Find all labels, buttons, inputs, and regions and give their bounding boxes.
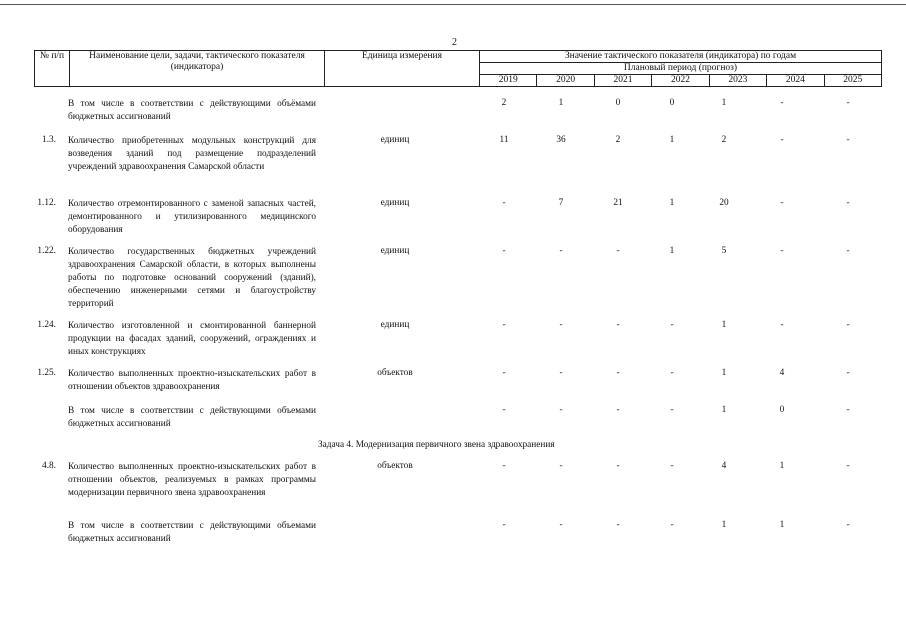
row-value: 1: [779, 461, 785, 471]
row-number: 1.12.: [37, 198, 56, 208]
row-unit: единиц: [380, 135, 410, 145]
row-value: 2: [615, 135, 621, 145]
row-value: -: [846, 98, 850, 108]
row-value: 7: [558, 198, 564, 208]
row-value: -: [502, 320, 506, 330]
row-value: -: [670, 405, 674, 415]
row-value: -: [502, 368, 506, 378]
row-unit: единиц: [380, 246, 410, 256]
row-number: 1.25.: [37, 368, 56, 378]
row-name: В том числе в соответствии с действующими объемами бюджетных ассигнований: [68, 521, 316, 544]
row-value: -: [670, 461, 674, 471]
row-value: -: [846, 320, 850, 330]
row-value: -: [616, 520, 620, 530]
row-value: 1: [721, 405, 727, 415]
row-value: 20: [719, 198, 729, 208]
row-value: -: [846, 461, 850, 471]
row-value: -: [846, 198, 850, 208]
row-value: -: [502, 246, 506, 256]
row-value: -: [559, 461, 563, 471]
row-value: -: [559, 368, 563, 378]
row-name: В том числе в соответствии с действующими объёмами бюджетных ассигнований: [68, 99, 316, 122]
row-value: -: [502, 520, 506, 530]
row-value: -: [846, 405, 850, 415]
row-name: Количество приобретенных модульных конструкций для возведения зданий под размещение подразделений учреждений здравоохранения Самарской области: [68, 136, 316, 172]
row-value: -: [559, 405, 563, 415]
header-num: № п/п: [35, 51, 70, 87]
row-value: -: [846, 368, 850, 378]
row-value: -: [616, 405, 620, 415]
row-value: -: [502, 405, 506, 415]
table-header: [34, 50, 882, 87]
row-value: -: [616, 368, 620, 378]
row-name: Количество отремонтированного с заменой запасных частей, демонтированного и утилизированного медицинского оборудования: [68, 199, 316, 235]
row-value: -: [559, 320, 563, 330]
row-value: -: [780, 320, 784, 330]
header-year: 2024: [767, 75, 824, 87]
header-year: 2023: [709, 75, 766, 87]
row-number: 1.22.: [37, 246, 56, 256]
row-value: 36: [556, 135, 566, 145]
row-value: 1: [558, 98, 564, 108]
row-number: 4.8.: [42, 461, 56, 471]
row-value: -: [780, 246, 784, 256]
row-value: -: [780, 98, 784, 108]
row-value: 4: [721, 461, 727, 471]
page-number: 2: [452, 37, 457, 48]
header-year: 2021: [594, 75, 651, 87]
row-name: Количество выполненных проектно-изыскательских работ в отношении объектов здравоохранения: [68, 369, 316, 392]
row-value: 5: [721, 246, 727, 256]
row-name: Количество государственных бюджетных учреждений здравоохранения Самарской области, в которых выполнены работы по подготовке оснований сооружений (зданий), обеспечению инженерными сетями и благоустройству территорий: [68, 247, 316, 309]
row-unit: объектов: [377, 368, 413, 378]
row-value: -: [616, 320, 620, 330]
row-value: -: [559, 246, 563, 256]
row-value: 2: [501, 98, 507, 108]
row-value: -: [502, 198, 506, 208]
row-unit: единиц: [380, 320, 410, 330]
row-value: 0: [669, 98, 675, 108]
row-value: -: [780, 135, 784, 145]
row-value: -: [616, 461, 620, 471]
row-unit: объектов: [377, 461, 413, 471]
row-value: -: [780, 198, 784, 208]
row-value: 1: [721, 520, 727, 530]
row-value: -: [616, 246, 620, 256]
row-value: -: [846, 246, 850, 256]
row-value: -: [846, 520, 850, 530]
row-value: 1: [779, 520, 785, 530]
header-unit: Единица измерения: [325, 51, 480, 87]
row-number: 1.24.: [37, 320, 56, 330]
row-value: 4: [779, 368, 785, 378]
task-4-heading: Задача 4. Модернизация первичного звена здравоохранения: [318, 440, 555, 450]
top-border-line: [0, 4, 906, 5]
row-value: 1: [669, 135, 675, 145]
header-values: Значение тактического показателя (индикатора) по годам: [480, 51, 882, 63]
row-name: Количество изготовленной и смонтированной баннерной продукции на фасадах зданий, сооружений, ограждениях и иных конструкциях: [68, 321, 316, 357]
row-value: 1: [721, 98, 727, 108]
header-year: 2020: [537, 75, 594, 87]
row-value: 1: [721, 320, 727, 330]
row-value: 11: [499, 135, 509, 145]
row-value: 1: [669, 198, 675, 208]
row-value: 0: [615, 98, 621, 108]
header-name: Наименование цели, задачи, тактического показателя (индикатора): [70, 51, 325, 87]
row-value: 2: [721, 135, 727, 145]
row-value: 1: [721, 368, 727, 378]
row-value: -: [670, 320, 674, 330]
row-number: 1.3.: [42, 135, 56, 145]
row-value: 21: [613, 198, 623, 208]
row-name: В том числе в соответствии с действующими объемами бюджетных ассигнований: [68, 406, 316, 429]
row-value: -: [670, 368, 674, 378]
row-value: 0: [779, 405, 785, 415]
row-value: -: [559, 520, 563, 530]
row-name: Количество выполненных проектно-изыскательских работ в отношении объектов, реализуемых в рамках программы модернизации первичного звена здравоохранения: [68, 462, 316, 498]
header-period: Плановый период (прогноз): [480, 63, 882, 75]
row-value: 1: [669, 246, 675, 256]
header-year: 2019: [480, 75, 537, 87]
row-value: -: [670, 520, 674, 530]
row-unit: единиц: [380, 198, 410, 208]
header-year: 2025: [824, 75, 881, 87]
header-year: 2022: [652, 75, 709, 87]
row-value: -: [502, 461, 506, 471]
row-value: -: [846, 135, 850, 145]
